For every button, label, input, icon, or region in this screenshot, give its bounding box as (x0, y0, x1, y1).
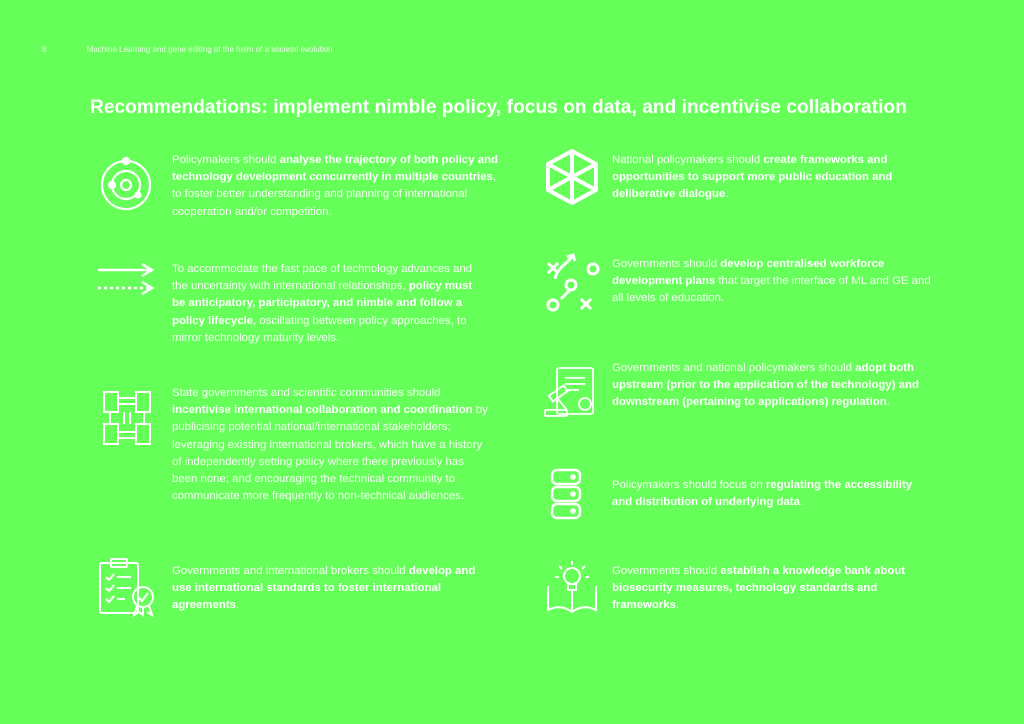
knowledge-book-bulb-icon (545, 560, 599, 614)
page-title: Recommendations: implement nimble policy, focus on data, and incentivise collaboration (90, 97, 907, 118)
rec-text: State governments and scientific communities should (172, 387, 441, 399)
rec-text: Policymakers should (172, 154, 280, 166)
law-document-gavel-icon (543, 366, 603, 420)
recommendation-right-1 (612, 152, 932, 204)
rec-text: . (235, 599, 240, 612)
certified-checklist-icon (97, 557, 159, 617)
recommendation-right-4 (612, 477, 932, 511)
recommendation-right-3 (612, 360, 932, 412)
rec-text: . (886, 396, 890, 409)
rec-text: National policymakers should (612, 154, 764, 166)
recommendation-right-5 (612, 563, 937, 615)
recommendation-left-2 (172, 261, 487, 347)
running-title: Machine Learning and gene editing at the helm of a societal evolution (86, 45, 333, 54)
database-icon (550, 468, 582, 520)
rec-text: Governments should (612, 565, 721, 577)
rec-highlight: incentivise international collaboration and coordination (172, 404, 473, 417)
recommendation-left-3 (172, 385, 492, 505)
recommendation-right-2 (612, 256, 932, 308)
rec-text: Governments and international brokers should (172, 565, 409, 577)
rec-text: by publicising potential national/international stakeholders; leveraging existing international brokers, which have a history of independently setting policy where there previously has been none; and encouraging the technical community to communicate more frequently to non-technical audiences. (172, 404, 488, 503)
rec-highlight: establish a knowledge bank about biosecurity measures, technology standards and frameworks (612, 565, 906, 612)
rec-text: . (675, 599, 680, 612)
rec-text: , oscillating between policy approaches, to mirror technology maturity levels. (172, 314, 467, 344)
rec-highlight: develop centralised workforce development plans (612, 258, 885, 288)
rec-highlight: adopt both upstream (prior to the application of the technology) and downstream (pertaining to applications) regulation (612, 362, 919, 409)
rec-text: Governments and national policymakers should (612, 362, 856, 374)
recommendation-left-4 (172, 563, 492, 615)
cube-icon (545, 148, 599, 206)
rec-text: To accommodate the fast pace of technology advances and the uncertainty with international relationships, (172, 263, 473, 293)
rec-text: Governments should (612, 258, 721, 270)
rec-text: . (725, 188, 729, 201)
rec-highlight: regulating the accessibility and distribution of underlying data (612, 479, 913, 509)
recommendation-left-1 (172, 152, 507, 221)
orbit-trajectory-icon (96, 155, 156, 215)
rec-text: , to foster better understanding and planning of international cooperation and/or competition. (172, 171, 497, 218)
rec-text: Policymakers should focus on (612, 479, 766, 491)
rec-highlight: create frameworks and opportunities to support more public education and deliberative dialogue (612, 154, 893, 201)
rec-text: that target the interface of ML and GE and all levels of education. (612, 275, 931, 305)
page-header (42, 45, 333, 54)
strategy-play-icon (545, 253, 601, 315)
rec-highlight: analyse the trajectory of both policy and technology development concurrently in multiple countries (172, 154, 498, 184)
hands-collaboration-icon (98, 388, 156, 448)
page-number: 8 (42, 45, 47, 54)
rec-text: . (799, 496, 804, 509)
arrows-icon (96, 262, 156, 298)
rec-highlight: policy must be anticipatory, participatory, and nimble and follow a policy lifecycle (172, 280, 473, 327)
rec-highlight: develop and use international standards to foster international agreements (172, 565, 476, 612)
